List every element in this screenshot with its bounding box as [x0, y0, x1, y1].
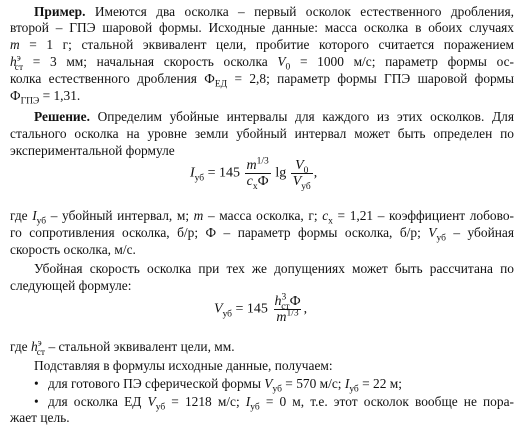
- where1-line-1: где $I_{уб}$ – убойный интервал, м; m – масса осколка, г; $c_x = 1,21$ – коэффициент лобово-: [10, 208, 515, 227]
- formula2-fraction: $\frac{h^3_{ст}Ф}{m^{1/3}}$: [274, 292, 301, 325]
- example-line-2: второй – ГПЭ шаровой формы. Исходные данные: масса осколка в обоих случаях: [10, 20, 514, 35]
- bullet-icon: •: [34, 376, 39, 391]
- formula-kill-velocity: $V_{уб} = 145$ $\frac{h^3_{ст}Ф}{m^{1/3}}$ ,: [214, 292, 308, 325]
- where1-line-2: го сопротивления осколка, б/р; Ф – параметр формы осколка, б/р; $V_{уб}$ – убойная: [10, 225, 515, 244]
- example-line-3: m = 1 г; стальной эквивалент цели, пробитие которого считается поражением: [10, 37, 514, 52]
- para3-line: Подставляя в формулы исходные данные, получаем:: [34, 358, 333, 373]
- solution-line-2: стального осколка на уровне земли убойный интервал может быть определен по: [10, 126, 514, 141]
- bullet-icon: •: [34, 394, 39, 409]
- bullet-item-2: • для осколка ЕД $V_{уб} = 1218$ м/с; $I_{уб} = 0$ м, т.е. этот осколок вообще не пора-: [34, 394, 514, 413]
- para2-line-2: следующей формуле:: [10, 278, 132, 293]
- example-line-5: колка естественного дробления $Ф_{ЕД} = 2,8$; параметр формы ГПЭ шаровой формы: [10, 71, 514, 90]
- solution-label: Решение.: [34, 109, 90, 124]
- bullet-item-1: • для готового ПЭ сферической формы $V_{уб} = 570$ м/с; $I_{уб} = 22$ м;: [34, 376, 402, 395]
- example-line-6: $Ф_{ГПЭ} = 1,31$.: [10, 88, 81, 107]
- last-line: жает цель.: [10, 410, 70, 425]
- formula1-fraction-velocity: $\frac{V_0}{V_{уб}}$: [292, 158, 311, 192]
- example-label: Пример.: [34, 4, 86, 19]
- solution-line-3: экспериментальной формуле: [10, 143, 175, 158]
- solution-line-1: Решение. Определим убойные интервалы для каждого из этих осколков. Для: [34, 109, 514, 124]
- formula-kill-interval: $I_{уб} = 145$ $\frac{m^{1/3}}{c_xФ}$ lg $\frac{V_0}{V_{уб}}$ ,: [190, 156, 318, 192]
- where2-line: где $h^э_{ст}$ – стальной эквивалент цели, мм.: [10, 338, 235, 358]
- example-line-4: $h^э_{ст} = 3$ мм; начальная скорость осколка $V_0 = 1000$ м/с; параметр формы ос-: [10, 53, 514, 73]
- para2-line-1: Убойная скорость осколка при тех же допущениях может быть рассчитана по: [34, 261, 514, 276]
- formula1-fraction-mass: $\frac{m^{1/3}}{c_xФ}$: [246, 156, 269, 192]
- where1-line-3: скорость осколка, м/с.: [10, 242, 136, 257]
- example-line-1: Пример. Имеются два осколка – первый осколок естественного дробления,: [34, 4, 514, 19]
